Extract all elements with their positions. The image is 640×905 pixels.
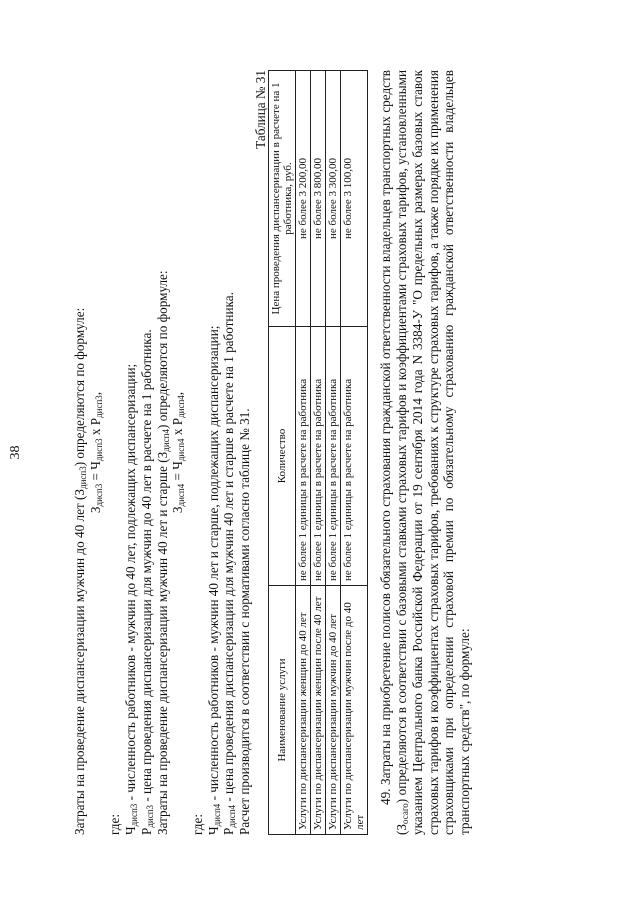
table-row — [296, 71, 311, 835]
table-row — [311, 71, 326, 835]
formula-z4: $З_{дисп4} = Ч_{дисп4}$ х $Р_{дисп4}$, — [170, 391, 187, 514]
table-header-row — [269, 71, 296, 835]
page-content — [72, 70, 473, 835]
where-label: где: — [189, 814, 205, 835]
table-row — [341, 71, 368, 835]
table-cell: Услуги по диспансеризации мужчин после до 40 лет — [341, 586, 368, 835]
definition-line: $Ч_{дисп4}$ - численность работников - мужчин 40 лет и старше, подлежащих диспансеризации; — [205, 325, 222, 835]
table-cell: Услуги по диспансеризации мужчин до 40 лет — [326, 586, 341, 835]
table-cell: не более 3 200,00 — [296, 71, 311, 327]
column-header: Цена проведения диспансеризации в расчете на 1 работника, руб. — [269, 71, 296, 327]
text-line: Затраты на проведение диспансеризации мужчин 40 лет и старше $(З_{дисп4})$ определяются по формуле: — [154, 270, 171, 835]
table-cell: не более 3 300,00 — [326, 71, 341, 327]
column-header: Наименование услуги — [269, 586, 296, 835]
table-cell: Услуги по диспансеризации женщин до 40 лет — [296, 586, 311, 835]
table-cell: Услуги по диспансеризации женщин после 40 лет — [311, 586, 326, 835]
calc-note: Расчет производится в соответствии с нормативами согласно таблице № 31. — [237, 408, 253, 835]
definition-line: $Ч_{дисп3}$ - численность работников - мужчин до 40 лет, подлежащих диспансеризации; — [123, 363, 140, 835]
text-line: Затраты на проведение диспансеризации мужчин до 40 лет $(З_{дисп3})$ определяются по формуле: — [72, 307, 88, 835]
table-cell: не более 1 единицы в расчете на работника — [341, 327, 368, 586]
definition-line: $Р_{дисп4}$ - цена проведения диспансеризации для мужчин 40 лет и старше в расчете на 1 работника. — [221, 292, 238, 835]
formula-z3: $З_{дисп3} = Ч_{дисп3}$ х $Р_{дисп3}$, — [87, 391, 104, 514]
table-row — [326, 71, 341, 835]
definition-line: $Р_{дисп3}$ - цена проведения диспансеризации для мужчин до 40 лет в расчете на 1 работника. — [138, 329, 155, 835]
page-number: 38 — [8, 445, 23, 460]
norms-table — [268, 70, 368, 835]
table-cell: не более 1 единицы в расчете на работника — [311, 327, 326, 586]
paragraph-49: 49. Затраты на приобретение полисов обязательного страхования гражданской ответственности владельцев транспортных средств $(З_{осаго})$ определяются в соответствии с базовыми ставками страховых тарифов и коэффициентами страховых тарифов, установленными указанием Центрального банка Российской Федерации от 19 сентября 2014 года N 3384-У "О предельных размерах базовых ставок страховых тарифов и коэффициентах страховых тарифов, требованиях к структуре страховых тарифов, а также порядке их применения страховщиками при определении страховой премии по обязательному страхованию гражданской ответственности владельцев транспортных средств", по формуле: — [378, 70, 472, 835]
table-cell: не более 1 единицы в расчете на работника — [326, 327, 341, 586]
table-caption: Таблица № 31 — [252, 70, 268, 149]
table-cell: не более 3 800,00 — [311, 71, 326, 327]
where-label: где: — [107, 814, 123, 835]
table-cell: не более 3 100,00 — [341, 71, 368, 327]
column-header: Количество — [269, 327, 296, 586]
table-cell: не более 1 единицы в расчете на работника — [296, 327, 311, 586]
